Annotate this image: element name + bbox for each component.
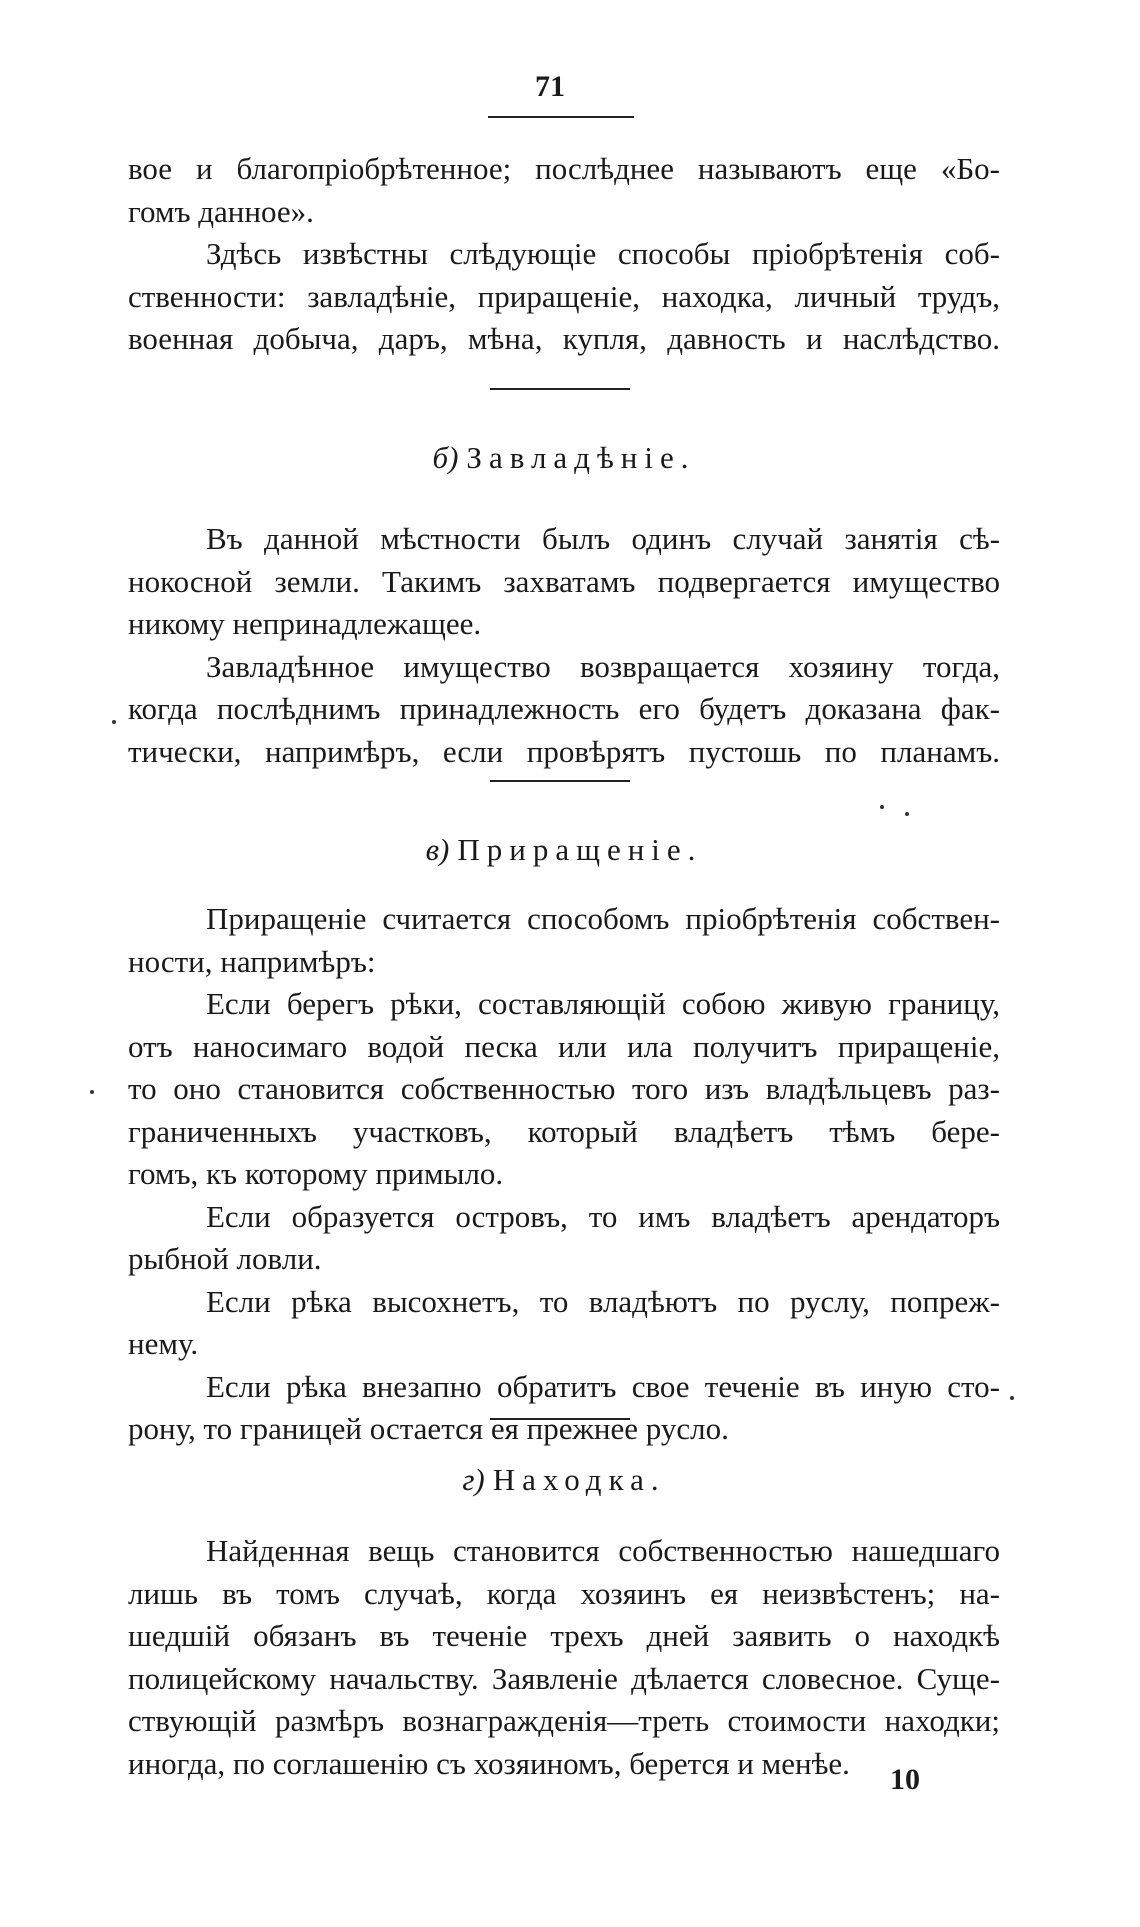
scan-speck (112, 720, 116, 724)
text-line: гомъ данное». (128, 193, 314, 229)
text-line: ствующій размѣръ вознагражденія—треть стоимости находки; (128, 1703, 1000, 1738)
text-line: ственности: завладѣніе, приращеніе, находка, личный трудъ, (128, 278, 1000, 314)
text-line: отъ наносимаго водой песка или ила получитъ приращеніе, (128, 1028, 1000, 1064)
text-line: вое и благопріобрѣтенное; послѣднее называютъ еще «Бо- (128, 151, 1000, 186)
page-number: 71 (535, 70, 565, 103)
text-line: рону, то границей остается ея прежнее русло. (128, 1411, 729, 1446)
text-line: Если рѣка высохнетъ, то владѣютъ по руслу, попреж- (206, 1283, 1000, 1319)
text-line: полицейскому начальству. Заявленіе дѣлается словесное. Суще- (128, 1660, 1000, 1696)
text-line: военная добыча, даръ, мѣна, купля, давность и наслѣдство. (128, 321, 1000, 356)
section-divider (490, 780, 630, 782)
section-divider (490, 388, 630, 390)
text-line: когда послѣднимъ принадлежность его будетъ доказана фак- (128, 691, 1000, 726)
section-title: Приращеніе. (457, 832, 703, 867)
text-line: граниченныхъ участковъ, который владѣетъ тѣмъ бере- (128, 1113, 1000, 1149)
text-line: иногда, по соглашенію съ хозяиномъ, берется и менѣе. (128, 1745, 850, 1781)
text-line: ности, напримѣръ: (128, 943, 376, 979)
scan-speck (90, 1090, 94, 1094)
text-line: Найденная вещь становится собственностью нашедшаго (206, 1533, 1000, 1568)
scan-speck (880, 805, 884, 809)
text-line: лишь въ томъ случаѣ, когда хозяинъ ея неизвѣстенъ; на- (128, 1575, 1000, 1611)
text-line: Завладѣнное имущество возвращается хозяину тогда, (206, 648, 1000, 684)
page-number-rule (488, 116, 634, 118)
text-line: нему. (128, 1326, 199, 1361)
scan-speck (1010, 1396, 1014, 1400)
section-divider (490, 1418, 630, 1420)
text-line: рыбной ловли. (128, 1241, 322, 1276)
text-line: нокосной земли. Такимъ захватамъ подвергается имущество (128, 563, 1000, 599)
section-text-prirashchenie (128, 898, 1000, 1451)
section-text-zavladenie (128, 518, 1000, 773)
text-line: Если образуется островъ, то имъ владѣетъ арендаторъ (206, 1198, 1000, 1234)
text-line: гомъ, къ которому примыло. (128, 1156, 504, 1191)
text-line: тически, напримѣръ, если провѣрятъ пустошь по планамъ. (128, 733, 1000, 769)
text-line: Если рѣка внезапно обратитъ свое теченіе въ иную сто- (206, 1368, 1000, 1404)
text-line: Здѣсь извѣстны слѣдующіе способы пріобрѣтенія соб- (206, 236, 1000, 271)
section-mark: г) (462, 1462, 485, 1497)
section-heading-zavladenie (128, 440, 1000, 476)
section-text-nakhodka (128, 1530, 1000, 1785)
signature-mark: 10 (890, 1763, 920, 1796)
section-mark: б) (432, 440, 459, 475)
text-line: Если берегъ рѣки, составляющій собою живую границу, (206, 986, 1000, 1021)
section-title: Находка. (492, 1462, 666, 1497)
section-heading-nakhodka (128, 1462, 1000, 1498)
text-line: шедшій обязанъ въ теченіе трехъ дней заявить о находкѣ (128, 1618, 1000, 1653)
scan-speck (905, 812, 909, 816)
text-line: Въ данной мѣстности былъ одинъ случай занятія сѣ- (206, 521, 1000, 556)
section-mark: в) (425, 832, 450, 867)
text-line: то оно становится собственностью того изъ владѣльцевъ раз- (128, 1071, 1000, 1106)
intro-text (128, 148, 1000, 361)
text-line: Приращеніе считается способомъ пріобрѣтенія собствен- (206, 901, 1000, 936)
text-line: никому непринадлежащее. (128, 606, 482, 641)
section-title: Завладѣніе. (466, 440, 696, 475)
section-heading-prirashchenie (128, 832, 1000, 868)
